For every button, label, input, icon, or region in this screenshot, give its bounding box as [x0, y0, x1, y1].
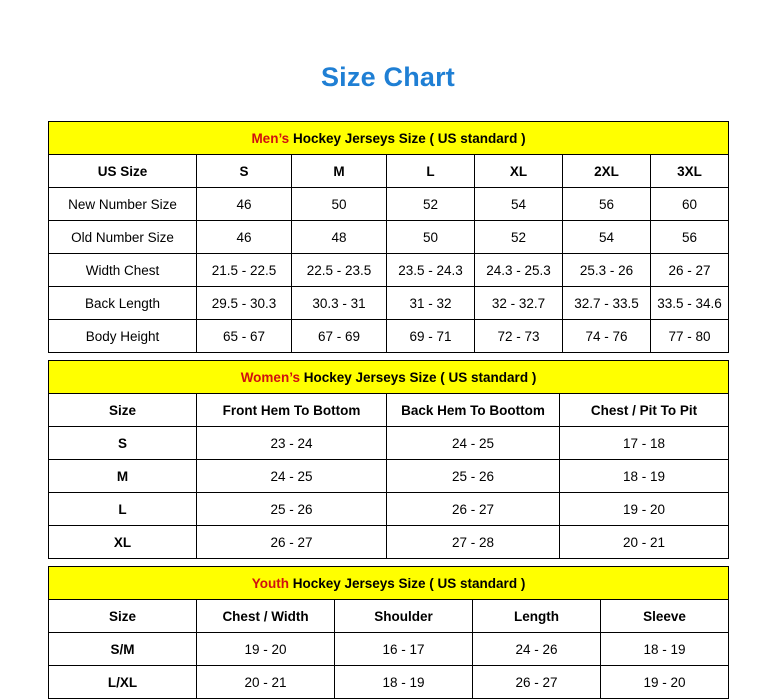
youth-row-1-v2: 26 - 27	[473, 666, 601, 699]
youth-band-row	[49, 567, 729, 600]
womens-row-2-v2: 19 - 20	[560, 493, 729, 526]
mens-band-accent: Men’s	[251, 130, 290, 146]
womens-row-1-v0: 24 - 25	[197, 460, 387, 493]
mens-row-3-v5: 33.5 - 34.6	[651, 287, 729, 320]
womens-row-0-label: S	[49, 427, 197, 460]
womens-col-0: Size	[49, 394, 197, 427]
mens-row-0-label: New Number Size	[49, 188, 197, 221]
womens-row-3-v2: 20 - 21	[560, 526, 729, 559]
youth-col-4: Sleeve	[601, 600, 729, 633]
womens-row-2-v0: 25 - 26	[197, 493, 387, 526]
mens-row-2-label: Width Chest	[49, 254, 197, 287]
mens-col-6: 3XL	[651, 155, 729, 188]
youth-row-0-v2: 24 - 26	[473, 633, 601, 666]
mens-row-3-v3: 32 - 32.7	[475, 287, 563, 320]
womens-size-table	[48, 360, 729, 559]
womens-row-3-label: XL	[49, 526, 197, 559]
womens-header-row	[49, 394, 729, 427]
section-spacer-1	[48, 353, 728, 360]
womens-row-2-label: L	[49, 493, 197, 526]
mens-header-row	[49, 155, 729, 188]
mens-row-1-v5: 56	[651, 221, 729, 254]
womens-row-3-v1: 27 - 28	[387, 526, 560, 559]
mens-row-1-v2: 50	[387, 221, 475, 254]
mens-row-3-v2: 31 - 32	[387, 287, 475, 320]
mens-row-1-v0: 46	[197, 221, 292, 254]
mens-row-1-v1: 48	[292, 221, 387, 254]
mens-row-3-v1: 30.3 - 31	[292, 287, 387, 320]
womens-col-1: Front Hem To Bottom	[197, 394, 387, 427]
mens-col-0: US Size	[49, 155, 197, 188]
womens-row-1-label: M	[49, 460, 197, 493]
youth-row-1-v1: 18 - 19	[335, 666, 473, 699]
mens-row-2-v4: 25.3 - 26	[563, 254, 651, 287]
womens-row-0-v2: 17 - 18	[560, 427, 729, 460]
mens-row-1-v3: 52	[475, 221, 563, 254]
mens-col-5: 2XL	[563, 155, 651, 188]
youth-size-table	[48, 566, 729, 699]
youth-row-1-label: L/XL	[49, 666, 197, 699]
womens-col-3: Chest / Pit To Pit	[560, 394, 729, 427]
womens-band-cell	[49, 361, 729, 394]
mens-row-0-v4: 56	[563, 188, 651, 221]
youth-row-0-v0: 19 - 20	[197, 633, 335, 666]
youth-col-2: Shoulder	[335, 600, 473, 633]
mens-row-1-label: Old Number Size	[49, 221, 197, 254]
youth-col-0: Size	[49, 600, 197, 633]
mens-row-2-v1: 22.5 - 23.5	[292, 254, 387, 287]
womens-band-row	[49, 361, 729, 394]
mens-row-4-v4: 74 - 76	[563, 320, 651, 353]
table-row	[49, 427, 729, 460]
mens-row-0-v1: 50	[292, 188, 387, 221]
youth-row-0-v3: 18 - 19	[601, 633, 729, 666]
womens-row-0-v0: 23 - 24	[197, 427, 387, 460]
mens-col-1: S	[197, 155, 292, 188]
womens-row-3-v0: 26 - 27	[197, 526, 387, 559]
mens-row-3-v0: 29.5 - 30.3	[197, 287, 292, 320]
mens-band-row	[49, 122, 729, 155]
mens-row-2-v3: 24.3 - 25.3	[475, 254, 563, 287]
mens-row-4-v3: 72 - 73	[475, 320, 563, 353]
mens-row-2-v2: 23.5 - 24.3	[387, 254, 475, 287]
size-chart-tables	[48, 93, 728, 699]
mens-row-4-v0: 65 - 67	[197, 320, 292, 353]
table-row	[49, 221, 729, 254]
mens-row-0-v5: 60	[651, 188, 729, 221]
youth-row-1-v0: 20 - 21	[197, 666, 335, 699]
mens-band-rest: Hockey Jerseys Size ( US standard )	[289, 130, 526, 146]
mens-col-4: XL	[475, 155, 563, 188]
mens-col-3: L	[387, 155, 475, 188]
youth-band-cell	[49, 567, 729, 600]
mens-row-4-v5: 77 - 80	[651, 320, 729, 353]
youth-band-rest: Hockey Jerseys Size ( US standard )	[288, 575, 526, 591]
table-row	[49, 460, 729, 493]
table-row	[49, 633, 729, 666]
youth-row-1-v3: 19 - 20	[601, 666, 729, 699]
section-spacer-2	[48, 559, 728, 566]
page-title: Size Chart	[320, 62, 456, 92]
mens-row-4-v1: 67 - 69	[292, 320, 387, 353]
mens-size-table	[48, 121, 729, 353]
youth-col-1: Chest / Width	[197, 600, 335, 633]
womens-row-1-v2: 18 - 19	[560, 460, 729, 493]
womens-band-rest: Hockey Jerseys Size ( US standard )	[299, 369, 537, 385]
mens-row-1-v4: 54	[563, 221, 651, 254]
youth-row-0-label: S/M	[49, 633, 197, 666]
mens-row-0-v2: 52	[387, 188, 475, 221]
table-row	[49, 254, 729, 287]
womens-row-2-v1: 26 - 27	[387, 493, 560, 526]
womens-row-1-v1: 25 - 26	[387, 460, 560, 493]
table-row	[49, 493, 729, 526]
womens-col-2: Back Hem To Boottom	[387, 394, 560, 427]
table-row	[49, 320, 729, 353]
table-row	[49, 526, 729, 559]
mens-row-4-v2: 69 - 71	[387, 320, 475, 353]
womens-row-0-v1: 24 - 25	[387, 427, 560, 460]
mens-row-3-v4: 32.7 - 33.5	[563, 287, 651, 320]
youth-col-3: Length	[473, 600, 601, 633]
youth-row-0-v1: 16 - 17	[335, 633, 473, 666]
mens-row-3-label: Back Length	[49, 287, 197, 320]
mens-band-cell	[49, 122, 729, 155]
youth-header-row	[49, 600, 729, 633]
youth-band-accent: Youth	[251, 575, 289, 591]
mens-row-2-v0: 21.5 - 22.5	[197, 254, 292, 287]
mens-row-2-v5: 26 - 27	[651, 254, 729, 287]
table-row	[49, 666, 729, 699]
mens-col-2: M	[292, 155, 387, 188]
womens-band-accent: Women’s	[240, 369, 300, 385]
table-row	[49, 287, 729, 320]
mens-row-0-v0: 46	[197, 188, 292, 221]
mens-row-4-label: Body Height	[49, 320, 197, 353]
table-row	[49, 188, 729, 221]
mens-row-0-v3: 54	[475, 188, 563, 221]
